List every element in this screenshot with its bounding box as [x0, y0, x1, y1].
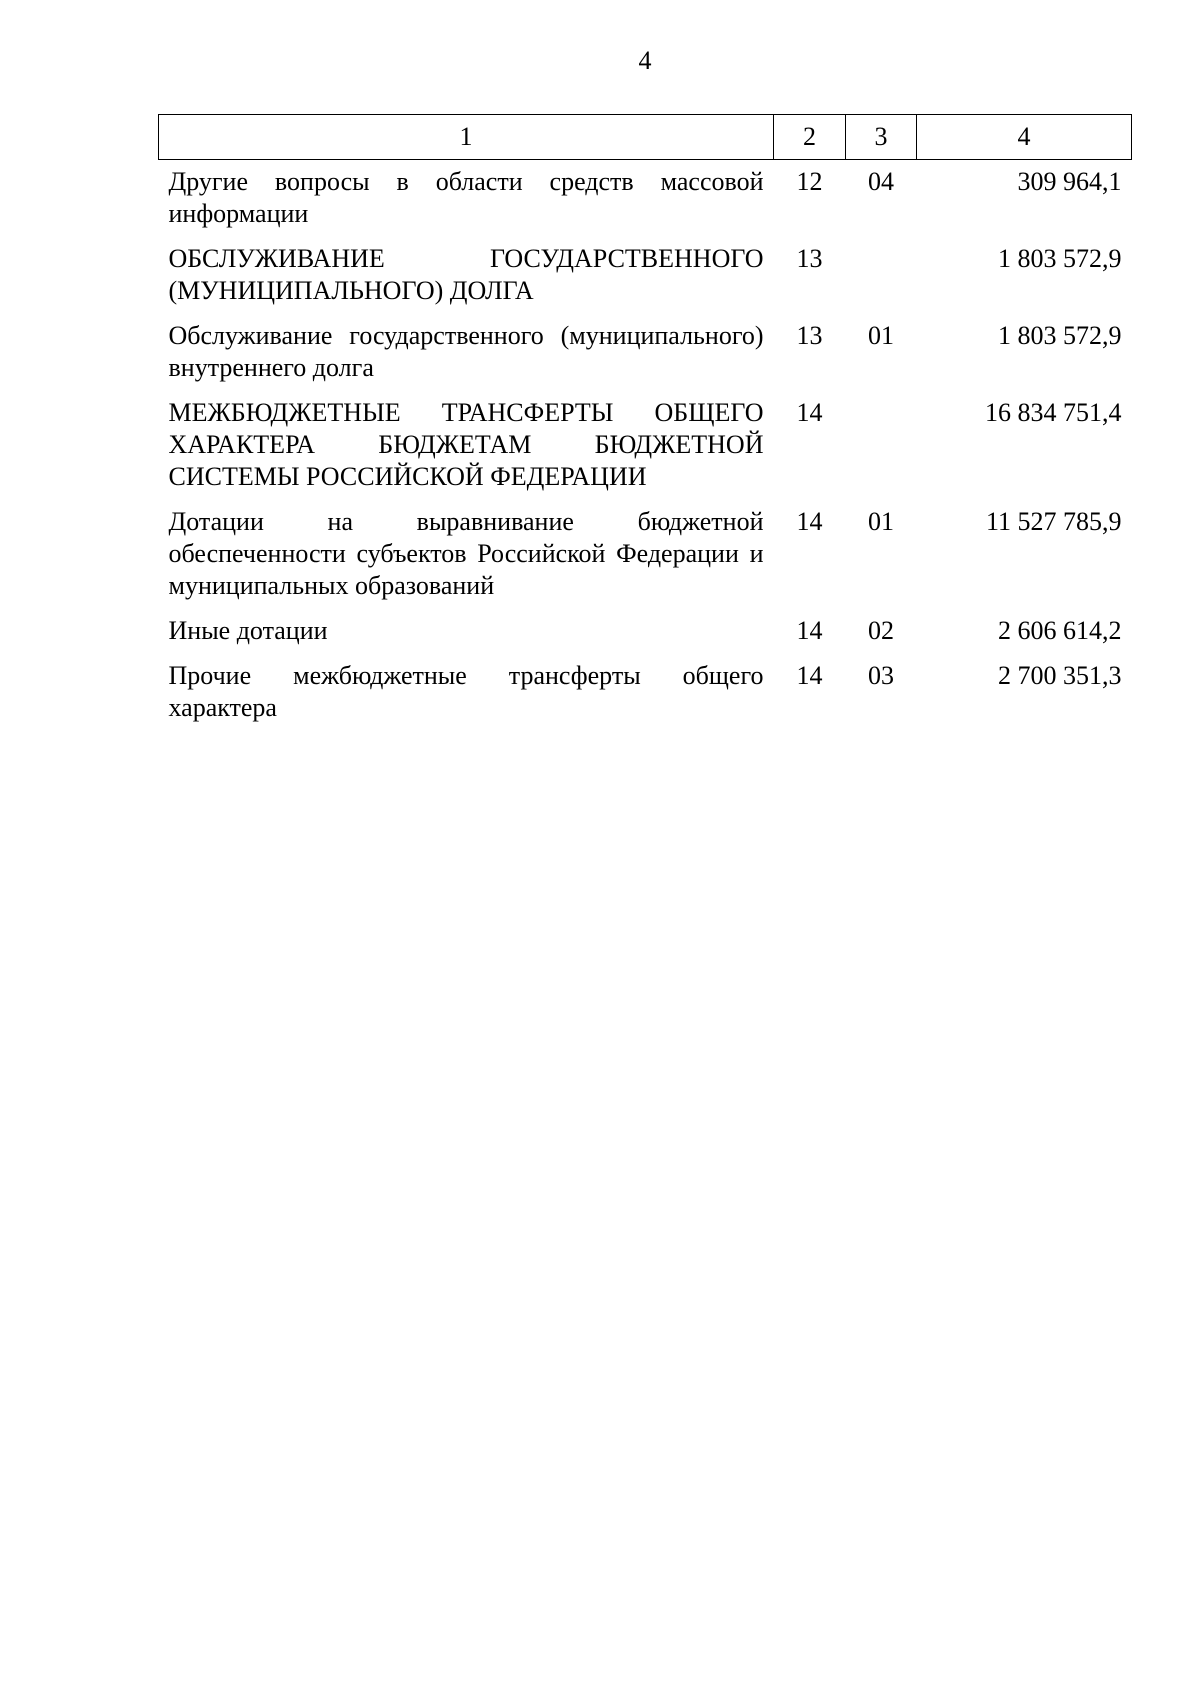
header-row: [159, 115, 1132, 160]
table-row: [159, 609, 1132, 654]
row-subsection: 04: [868, 167, 894, 196]
row-name: Другие вопросы в области средств массовой информации: [168, 167, 764, 228]
header-col-2: 2: [774, 115, 846, 160]
table-row: [159, 160, 1132, 238]
table-row: [159, 391, 1132, 500]
row-amount: 2 700 351,3: [998, 661, 1122, 690]
row-subsection: 01: [868, 321, 894, 350]
table-header: [159, 115, 1132, 160]
row-subsection: [846, 237, 917, 314]
row-name: Обслуживание государственного (муниципального) внутреннего долга: [168, 321, 764, 382]
table-row: [159, 314, 1132, 391]
row-section: 14: [796, 661, 823, 690]
header-col-1: 1: [159, 115, 774, 160]
table-body: [159, 160, 1132, 732]
row-name: Иные дотации: [168, 616, 328, 645]
row-amount: 1 803 572,9: [998, 244, 1122, 273]
row-subsection: 03: [868, 661, 894, 690]
row-name: Дотации на выравнивание бюджетной обеспеченности субъектов Российской Федерации и муниципальных образований: [168, 507, 764, 600]
row-section: 14: [796, 616, 823, 645]
row-subsection: 02: [868, 616, 894, 645]
row-subsection: 01: [868, 507, 894, 536]
page-number: 4: [638, 46, 652, 75]
table-row: [159, 654, 1132, 731]
row-section: 14: [796, 507, 823, 536]
table-row: [159, 500, 1132, 609]
row-section: 14: [796, 398, 823, 427]
row-name: МЕЖБЮДЖЕТНЫЕ ТРАНСФЕРТЫ ОБЩЕГО ХАРАКТЕРА БЮДЖЕТАМ БЮДЖЕТНОЙ СИСТЕМЫ РОССИЙСКОЙ ФЕДЕРАЦИИ: [168, 398, 764, 491]
row-amount: 2 606 614,2: [998, 616, 1122, 645]
table-row: [159, 237, 1132, 314]
row-section: 13: [796, 244, 823, 273]
row-amount: 16 834 751,4: [985, 398, 1122, 427]
row-subsection: [846, 391, 917, 500]
row-amount: 11 527 785,9: [985, 507, 1122, 536]
budget-table: [158, 114, 1132, 731]
row-amount: 309 964,1: [1017, 167, 1122, 196]
row-name: ОБСЛУЖИВАНИЕ ГОСУДАРСТВЕННОГО (МУНИЦИПАЛЬНОГО) ДОЛГА: [168, 244, 764, 305]
row-section: 13: [796, 321, 823, 350]
row-name: Прочие межбюджетные трансферты общего характера: [168, 661, 764, 722]
header-col-4: 4: [917, 115, 1132, 160]
row-amount: 1 803 572,9: [998, 321, 1122, 350]
row-section: 12: [796, 167, 823, 196]
header-col-3: 3: [846, 115, 917, 160]
